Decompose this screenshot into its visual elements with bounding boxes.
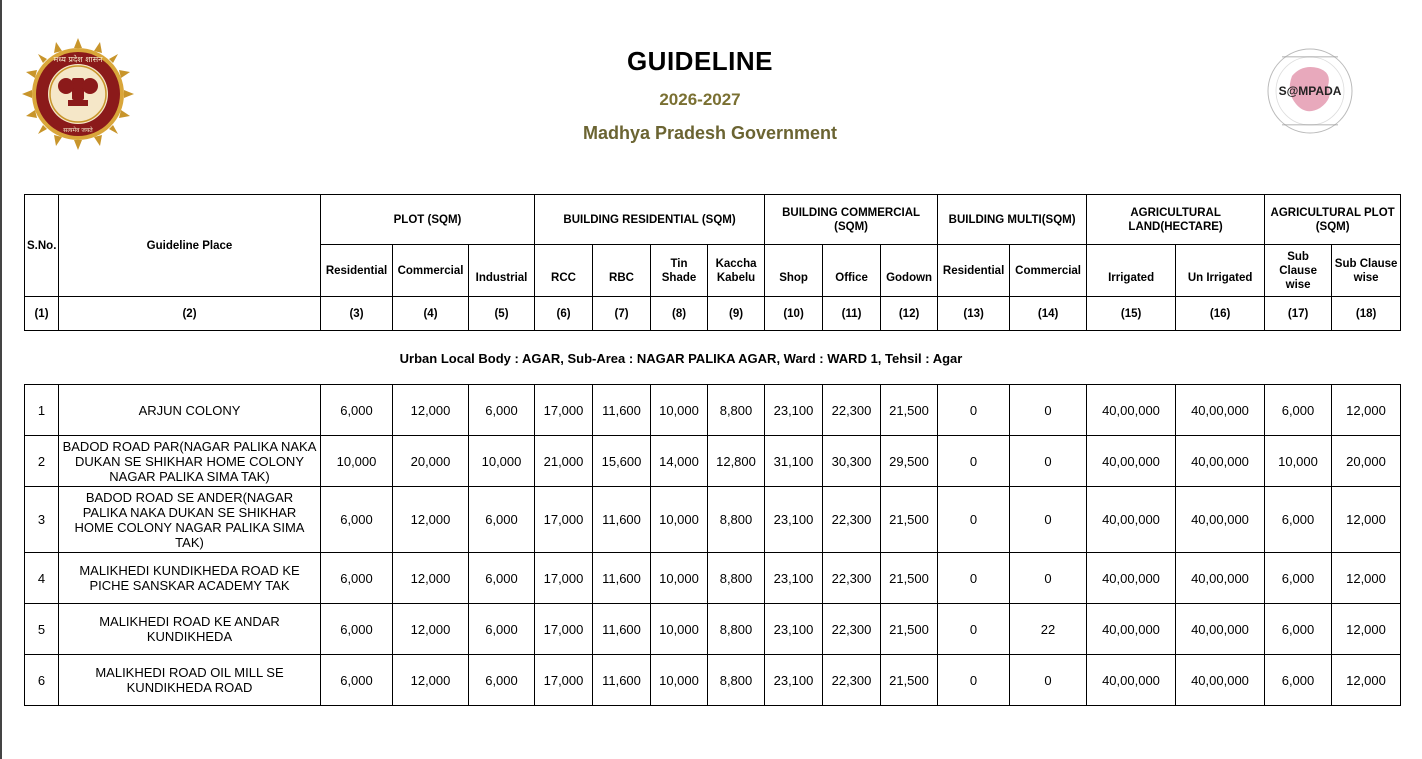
sub-header: Commercial xyxy=(393,245,469,297)
row-value: 6,000 xyxy=(1265,655,1332,706)
row-value: 11,600 xyxy=(593,604,651,655)
sub-header: Residential xyxy=(938,245,1010,297)
row-sno: 4 xyxy=(25,553,59,604)
row-value: 20,000 xyxy=(393,436,469,487)
row-value: 12,000 xyxy=(1332,604,1401,655)
guideline-header-table xyxy=(24,194,1401,331)
row-sno: 2 xyxy=(25,436,59,487)
row-value: 23,100 xyxy=(765,385,823,436)
sub-header: RBC xyxy=(593,245,651,297)
place-header: Guideline Place xyxy=(59,195,321,297)
row-value: 0 xyxy=(938,487,1010,553)
guideline-data-table xyxy=(24,384,1401,706)
row-value: 0 xyxy=(938,385,1010,436)
sub-header: Tin Shade xyxy=(651,245,708,297)
sub-header: Kaccha Kabelu xyxy=(708,245,765,297)
row-place: ARJUN COLONY xyxy=(59,385,321,436)
column-number: (7) xyxy=(593,297,651,331)
row-value: 40,00,000 xyxy=(1087,385,1176,436)
row-value: 20,000 xyxy=(1332,436,1401,487)
sub-header: Sub Clause wise xyxy=(1332,245,1401,297)
sub-header: Irrigated xyxy=(1087,245,1176,297)
row-value: 21,500 xyxy=(881,553,938,604)
row-value: 22,300 xyxy=(823,487,881,553)
sub-header: Commercial xyxy=(1010,245,1087,297)
column-number: (9) xyxy=(708,297,765,331)
column-number: (4) xyxy=(393,297,469,331)
row-value: 0 xyxy=(938,436,1010,487)
column-number: (6) xyxy=(535,297,593,331)
row-place: BADOD ROAD PAR(NAGAR PALIKA NAKA DUKAN SE SHIKHAR HOME COLONY NAGAR PALIKA SIMA TAK) xyxy=(59,436,321,487)
group-header-building-multi: BUILDING MULTI(SQM) xyxy=(938,195,1087,245)
column-number: (14) xyxy=(1010,297,1087,331)
section-heading: Urban Local Body : AGAR, Sub-Area : NAGAR PALIKA AGAR, Ward : WARD 1, Tehsil : Agar xyxy=(399,351,963,366)
group-header-building-commercial: BUILDING COMMERCIAL (SQM) xyxy=(765,195,938,245)
column-number: (13) xyxy=(938,297,1010,331)
row-value: 40,00,000 xyxy=(1087,436,1176,487)
row-value: 21,000 xyxy=(535,436,593,487)
row-value: 8,800 xyxy=(708,385,765,436)
row-value: 0 xyxy=(1010,436,1087,487)
page-title: GUIDELINE xyxy=(626,46,774,76)
column-number: (2) xyxy=(59,297,321,331)
table-row xyxy=(25,655,1401,706)
sub-header: Shop xyxy=(765,245,823,297)
row-value: 11,600 xyxy=(593,487,651,553)
row-value: 0 xyxy=(1010,655,1087,706)
row-value: 10,000 xyxy=(321,436,393,487)
column-number: (10) xyxy=(765,297,823,331)
group-header-plot: PLOT (SQM) xyxy=(321,195,535,245)
row-value: 12,000 xyxy=(1332,487,1401,553)
row-value: 40,00,000 xyxy=(1087,553,1176,604)
column-number: (15) xyxy=(1087,297,1176,331)
row-value: 12,000 xyxy=(1332,553,1401,604)
sub-header: Industrial xyxy=(469,245,535,297)
row-value: 22,300 xyxy=(823,655,881,706)
row-value: 6,000 xyxy=(469,487,535,553)
row-value: 22,300 xyxy=(823,604,881,655)
group-header-building-residential: BUILDING RESIDENTIAL (SQM) xyxy=(535,195,765,245)
group-header-agricultural-land: AGRICULTURAL LAND(HECTARE) xyxy=(1087,195,1265,245)
sub-header: Godown xyxy=(881,245,938,297)
row-value: 8,800 xyxy=(708,604,765,655)
year-label: 2026-2027 xyxy=(659,90,741,109)
row-value: 6,000 xyxy=(321,487,393,553)
row-value: 12,000 xyxy=(393,553,469,604)
column-number: (1) xyxy=(25,297,59,331)
row-value: 10,000 xyxy=(651,487,708,553)
column-number: (8) xyxy=(651,297,708,331)
column-number: (17) xyxy=(1265,297,1332,331)
row-value: 0 xyxy=(1010,553,1087,604)
sub-header: Sub Clause wise xyxy=(1265,245,1332,297)
row-value: 6,000 xyxy=(469,553,535,604)
table-row xyxy=(25,553,1401,604)
row-value: 6,000 xyxy=(1265,385,1332,436)
column-number: (11) xyxy=(823,297,881,331)
row-value: 17,000 xyxy=(535,487,593,553)
row-value: 17,000 xyxy=(535,604,593,655)
row-value: 10,000 xyxy=(1265,436,1332,487)
column-number: (12) xyxy=(881,297,938,331)
row-value: 8,800 xyxy=(708,487,765,553)
row-value: 10,000 xyxy=(651,604,708,655)
row-value: 15,600 xyxy=(593,436,651,487)
row-value: 21,500 xyxy=(881,487,938,553)
row-value: 40,00,000 xyxy=(1087,604,1176,655)
row-value: 12,800 xyxy=(708,436,765,487)
row-sno: 3 xyxy=(25,487,59,553)
row-value: 22 xyxy=(1010,604,1087,655)
column-number: (3) xyxy=(321,297,393,331)
row-value: 30,300 xyxy=(823,436,881,487)
row-value: 23,100 xyxy=(765,655,823,706)
row-value: 29,500 xyxy=(881,436,938,487)
document-header xyxy=(0,0,1422,190)
row-value: 40,00,000 xyxy=(1176,385,1265,436)
row-value: 23,100 xyxy=(765,487,823,553)
sub-header: Residential xyxy=(321,245,393,297)
row-value: 21,500 xyxy=(881,385,938,436)
row-value: 6,000 xyxy=(469,655,535,706)
row-value: 21,500 xyxy=(881,655,938,706)
row-value: 22,300 xyxy=(823,385,881,436)
table-row xyxy=(25,487,1401,553)
row-value: 11,600 xyxy=(593,385,651,436)
row-value: 8,800 xyxy=(708,553,765,604)
sno-header: S.No. xyxy=(25,195,59,297)
row-value: 6,000 xyxy=(321,385,393,436)
row-value: 6,000 xyxy=(1265,487,1332,553)
row-value: 0 xyxy=(1010,487,1087,553)
row-place: MALIKHEDI KUNDIKHEDA ROAD KE PICHE SANSKAR ACADEMY TAK xyxy=(59,553,321,604)
svg-text:सत्यमेव जयते: सत्यमेव जयते xyxy=(63,127,93,134)
row-value: 12,000 xyxy=(393,487,469,553)
row-sno: 1 xyxy=(25,385,59,436)
row-value: 17,000 xyxy=(535,385,593,436)
row-value: 17,000 xyxy=(535,655,593,706)
sub-header: RCC xyxy=(535,245,593,297)
table-row xyxy=(25,604,1401,655)
row-value: 8,800 xyxy=(708,655,765,706)
row-value: 40,00,000 xyxy=(1176,436,1265,487)
row-value: 10,000 xyxy=(651,553,708,604)
row-value: 6,000 xyxy=(321,655,393,706)
row-value: 0 xyxy=(938,553,1010,604)
row-sno: 6 xyxy=(25,655,59,706)
group-header-agricultural-plot: AGRICULTURAL PLOT (SQM) xyxy=(1265,195,1401,245)
row-value: 0 xyxy=(938,655,1010,706)
row-value: 10,000 xyxy=(469,436,535,487)
row-value: 10,000 xyxy=(651,385,708,436)
row-value: 6,000 xyxy=(321,604,393,655)
sub-header: Office xyxy=(823,245,881,297)
row-value: 22,300 xyxy=(823,553,881,604)
row-place: BADOD ROAD SE ANDER(NAGAR PALIKA NAKA DUKAN SE SHIKHAR HOME COLONY NAGAR PALIKA SIMA TAK) xyxy=(59,487,321,553)
row-value: 31,100 xyxy=(765,436,823,487)
row-value: 40,00,000 xyxy=(1176,604,1265,655)
row-value: 14,000 xyxy=(651,436,708,487)
row-value: 6,000 xyxy=(469,604,535,655)
row-value: 6,000 xyxy=(321,553,393,604)
government-label: Madhya Pradesh Government xyxy=(582,123,838,143)
row-value: 40,00,000 xyxy=(1087,655,1176,706)
row-sno: 5 xyxy=(25,604,59,655)
row-place: MALIKHEDI ROAD KE ANDAR KUNDIKHEDA xyxy=(59,604,321,655)
row-value: 23,100 xyxy=(765,553,823,604)
svg-text:मध्य प्रदेश शासन: मध्य प्रदेश शासन xyxy=(53,55,103,64)
row-value: 12,000 xyxy=(393,655,469,706)
svg-text:S@MPADA: S@MPADA xyxy=(1278,84,1342,98)
row-value: 10,000 xyxy=(651,655,708,706)
row-value: 17,000 xyxy=(535,553,593,604)
row-value: 12,000 xyxy=(1332,385,1401,436)
sub-header: Un Irrigated xyxy=(1176,245,1265,297)
row-value: 11,600 xyxy=(593,553,651,604)
column-number: (18) xyxy=(1332,297,1401,331)
row-value: 40,00,000 xyxy=(1176,553,1265,604)
row-value: 0 xyxy=(1010,385,1087,436)
column-number-row xyxy=(25,297,1401,331)
sampada-logo-icon xyxy=(1262,46,1358,136)
row-value: 12,000 xyxy=(393,385,469,436)
row-value: 0 xyxy=(938,604,1010,655)
row-value: 40,00,000 xyxy=(1087,487,1176,553)
table-row xyxy=(25,385,1401,436)
table-row xyxy=(25,436,1401,487)
row-value: 40,00,000 xyxy=(1176,487,1265,553)
column-number: (16) xyxy=(1176,297,1265,331)
row-value: 40,00,000 xyxy=(1176,655,1265,706)
row-value: 21,500 xyxy=(881,604,938,655)
row-value: 23,100 xyxy=(765,604,823,655)
column-number: (5) xyxy=(469,297,535,331)
row-value: 6,000 xyxy=(1265,604,1332,655)
row-value: 12,000 xyxy=(1332,655,1401,706)
row-value: 6,000 xyxy=(469,385,535,436)
row-value: 11,600 xyxy=(593,655,651,706)
row-value: 6,000 xyxy=(1265,553,1332,604)
row-value: 12,000 xyxy=(393,604,469,655)
row-place: MALIKHEDI ROAD OIL MILL SE KUNDIKHEDA ROAD xyxy=(59,655,321,706)
